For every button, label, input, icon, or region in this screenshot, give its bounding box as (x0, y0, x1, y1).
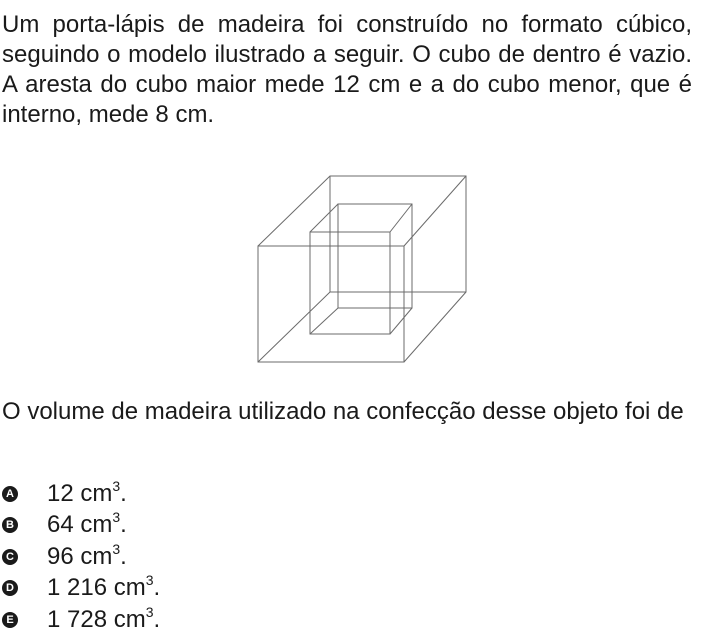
option-b-letter-badge: B (2, 517, 18, 533)
option-c[interactable] (0, 541, 160, 573)
option-e-letter-badge: E (2, 612, 18, 628)
option-d-exponent: 3 (145, 572, 154, 589)
option-b-suffix: . (120, 511, 127, 539)
option-c-letter-badge: C (2, 549, 18, 565)
outer-cube-top-right-edge (404, 176, 466, 246)
inner-cube-front-face (310, 232, 390, 334)
option-e-text (47, 603, 161, 634)
question-prompt: O volume de madeira utilizado na confecção desse objeto foi de (2, 398, 684, 425)
option-a-text (47, 477, 127, 508)
option-c-suffix: . (120, 542, 127, 570)
inner-cube-edge-tl (310, 204, 338, 232)
inner-cube-edge-bl (310, 308, 338, 334)
option-c-value: 96 cm (47, 542, 113, 570)
option-b-value: 64 cm (47, 511, 113, 539)
outer-cube-front-face (258, 246, 404, 362)
option-c-exponent: 3 (112, 540, 121, 557)
question-statement: Um porta-lápis de madeira foi construído no formato cúbico, seguindo o modelo ilustrado a seguir. O cubo de dentro é vazio. A aresta do cubo maior mede 12 cm e a do cubo menor, que é interno, mede 8 cm. (2, 11, 692, 128)
option-a-exponent: 3 (112, 477, 121, 494)
option-d-suffix: . (153, 574, 161, 602)
option-e[interactable] (0, 604, 160, 636)
option-c-text (47, 540, 127, 571)
nested-cubes-icon (256, 174, 468, 366)
option-d-text (47, 574, 160, 602)
inner-cube-edge-br (390, 308, 412, 334)
inner-cube-edge-tr (390, 204, 412, 232)
option-e-value: 1 728 cm (47, 605, 146, 633)
option-e-exponent: 3 (145, 603, 154, 620)
option-d-letter-badge: D (2, 580, 18, 596)
option-d[interactable] (0, 573, 160, 605)
option-b-text (47, 511, 127, 539)
option-b[interactable] (0, 510, 160, 542)
option-d-value: 1 216 cm (47, 574, 146, 602)
answer-options (0, 478, 160, 636)
option-a[interactable] (0, 478, 160, 510)
option-a-letter-badge: A (2, 486, 18, 502)
option-a-value: 12 cm (47, 479, 113, 507)
option-a-suffix: . (120, 479, 127, 507)
option-e-suffix: . (153, 605, 161, 633)
option-b-exponent: 3 (112, 509, 121, 526)
